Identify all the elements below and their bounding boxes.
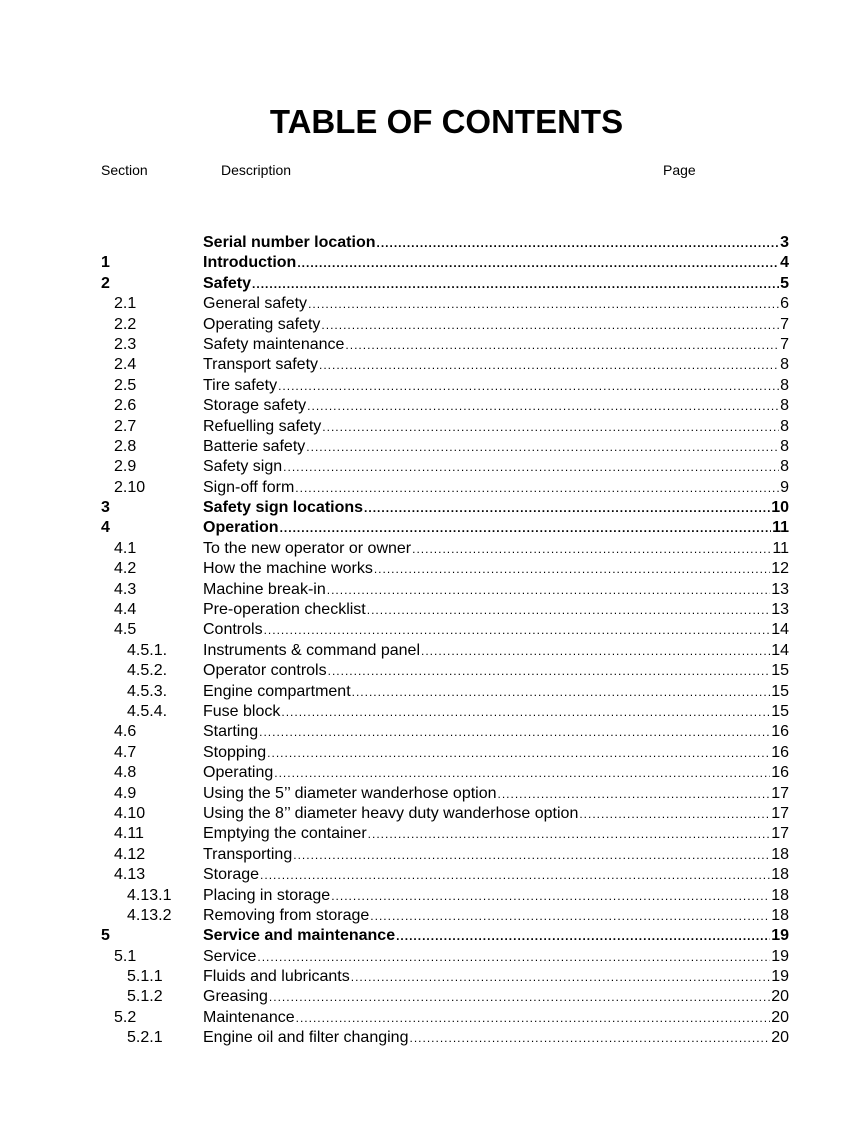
toc-entry-line: [203, 559, 789, 579]
toc-entry-number: 4.5.2.: [127, 662, 168, 680]
toc-entry[interactable]: [0, 294, 866, 314]
toc-entry-line: [203, 1008, 789, 1028]
toc-entry-title: Maintenance: [203, 1008, 295, 1026]
toc-entry-title: Batterie safety: [203, 437, 306, 455]
toc-entry-number: 2.4: [114, 356, 137, 374]
toc-entry-line: [203, 253, 789, 273]
toc-entry-line: [203, 1028, 789, 1048]
dot-leader: [296, 1008, 771, 1028]
toc-entry-number: 2.5: [114, 376, 137, 394]
toc-entry-page: 11: [772, 519, 789, 537]
dot-leader: [319, 355, 779, 375]
toc-entry-title: Safety maintenance: [203, 335, 345, 353]
toc-entry-number: 4.13.1: [127, 886, 172, 904]
dot-leader: [307, 396, 779, 416]
toc-entry[interactable]: [0, 784, 866, 804]
toc-entry-number: 4.8: [114, 764, 137, 782]
toc-entry-number: 2.7: [114, 417, 137, 435]
dot-leader: [327, 580, 770, 600]
toc-entry-line: [203, 437, 789, 457]
toc-entry-line: [203, 498, 789, 518]
toc-entry-title: Transport safety: [203, 356, 319, 374]
toc-entry[interactable]: [0, 1008, 866, 1028]
toc-entry[interactable]: [0, 396, 866, 416]
toc-entry-number: 5.1: [114, 947, 137, 965]
toc-entry-title: Service and maintenance: [203, 927, 396, 945]
toc-entry[interactable]: [0, 845, 866, 865]
dot-leader: [264, 620, 771, 640]
toc-entry-title: Storage safety: [203, 397, 307, 415]
toc-entry-page: 19: [771, 968, 789, 986]
toc-entry[interactable]: [0, 355, 866, 375]
toc-entry[interactable]: [0, 641, 866, 661]
toc-entry[interactable]: [0, 335, 866, 355]
toc-entry-number: 5: [101, 927, 110, 945]
toc-entry-number: 4.5.4.: [127, 702, 168, 720]
section-column-header: Section: [101, 162, 148, 178]
dot-leader: [308, 294, 779, 314]
toc-entry-title: Operator controls: [203, 662, 327, 680]
toc-entry[interactable]: [0, 620, 866, 640]
toc-entry-title: Using the 8’’ diameter heavy duty wanderhose option: [203, 804, 579, 822]
toc-entry-title: Emptying the container: [203, 825, 367, 843]
toc-entry-page: 14: [771, 641, 789, 659]
toc-entry-page: 6: [780, 295, 789, 313]
toc-entry[interactable]: [0, 376, 866, 396]
toc-entry-line: [203, 233, 789, 253]
toc-entry-number: 2.8: [114, 437, 137, 455]
toc-entry-number: 2.10: [114, 478, 146, 496]
toc-entry-title: Placing in storage: [203, 886, 331, 904]
toc-entry-number: 2.6: [114, 397, 137, 415]
dot-leader: [376, 233, 779, 253]
toc-entry[interactable]: [0, 722, 866, 742]
toc-entry-page: 8: [780, 417, 789, 435]
toc-entry-line: [203, 967, 789, 987]
toc-entry-number: 5.2.1: [127, 1029, 163, 1047]
toc-entry-line: [203, 620, 789, 640]
toc-entry-number: 4.10: [114, 804, 146, 822]
toc-entry-page: 12: [771, 560, 789, 578]
toc-entry-title: Operation: [203, 519, 279, 537]
toc-entry[interactable]: [0, 559, 866, 579]
dot-leader: [421, 641, 770, 661]
toc-entry-title: Refuelling safety: [203, 417, 322, 435]
dot-leader: [352, 682, 771, 702]
toc-entry-page: 17: [771, 804, 789, 822]
toc-entry-title: Engine compartment: [203, 682, 351, 700]
toc-entry-line: [203, 274, 789, 294]
toc-entry-number: 2.3: [114, 335, 137, 353]
toc-entry-line: [203, 600, 789, 620]
toc-entry-line: [203, 987, 789, 1007]
toc-entry[interactable]: [0, 315, 866, 335]
toc-entry-line: [203, 722, 789, 742]
toc-entry-number: 4.12: [114, 845, 146, 863]
toc-entry-page: 5: [780, 274, 789, 292]
page-column-header: Page: [663, 162, 696, 178]
dot-leader: [370, 906, 770, 926]
toc-entry[interactable]: [0, 987, 866, 1007]
description-column-header: Description: [221, 162, 292, 178]
toc-entry-title: How the machine works: [203, 560, 373, 578]
toc-entry[interactable]: [0, 253, 866, 273]
toc-entry-line: [203, 865, 789, 885]
toc-entry-line: [203, 355, 789, 375]
toc-entry-line: [203, 294, 789, 314]
toc-entry-page: 16: [771, 743, 789, 761]
toc-entry[interactable]: [0, 804, 866, 824]
toc-entry[interactable]: [0, 518, 866, 538]
toc-entry-number: 4.5.3.: [127, 682, 168, 700]
toc-entry-line: [203, 906, 789, 926]
toc-entry[interactable]: [0, 824, 866, 844]
toc-entry-title: Engine oil and filter changing: [203, 1029, 409, 1047]
dot-leader: [278, 376, 779, 396]
toc-entry-line: [203, 947, 789, 967]
toc-entry-line: [203, 641, 789, 661]
toc-entry-title: Service: [203, 947, 257, 965]
dot-leader: [295, 478, 779, 498]
toc-entry-number: 4.9: [114, 784, 137, 802]
toc-entry-number: 4.11: [114, 825, 144, 843]
toc-entry-number: 4.13.2: [127, 906, 172, 924]
toc-entry-title: Sign-off form: [203, 478, 295, 496]
dot-leader: [293, 845, 770, 865]
dot-leader: [409, 1028, 770, 1048]
toc-entry-title: Pre-operation checklist: [203, 601, 366, 619]
dot-leader: [257, 947, 770, 967]
toc-entry-line: [203, 478, 789, 498]
toc-entry[interactable]: [0, 274, 866, 294]
toc-entry-page: 20: [771, 1008, 789, 1026]
toc-entry-title: To the new operator or owner: [203, 539, 412, 557]
toc-entry-line: [203, 396, 789, 416]
toc-entry-number: 4.13: [114, 866, 146, 884]
toc-entry-line: [203, 539, 789, 559]
toc-entry-number: 5.1.2: [127, 988, 163, 1006]
page-title: TABLE OF CONTENTS: [269, 103, 624, 140]
dot-leader: [321, 315, 779, 335]
dot-leader: [322, 417, 779, 437]
toc-entry-line: [203, 661, 789, 681]
toc-entry-page: 8: [780, 437, 789, 455]
toc-entry-title: Starting: [203, 723, 259, 741]
toc-entry-title: Transporting: [203, 845, 293, 863]
toc-entry-page: 18: [771, 906, 789, 924]
toc-entry-title: Greasing: [203, 988, 268, 1006]
toc-entry-line: [203, 702, 789, 722]
toc-entry[interactable]: [0, 661, 866, 681]
toc-entry-line: [203, 682, 789, 702]
toc-entry-number: 4.3: [114, 580, 137, 598]
dot-leader: [579, 804, 770, 824]
toc-entry-page: 15: [771, 702, 789, 720]
toc-entry-title: Operating safety: [203, 315, 321, 333]
dot-leader: [269, 987, 770, 1007]
toc-entry-number: 4.2: [114, 560, 137, 578]
toc-entry-page: 16: [771, 764, 789, 782]
toc-entry-page: 8: [780, 376, 789, 394]
toc-entry-page: 13: [771, 580, 789, 598]
toc-entry-page: 3: [780, 234, 789, 251]
toc-entry-line: [203, 763, 789, 783]
dot-leader: [267, 743, 770, 763]
toc-entry[interactable]: [0, 865, 866, 885]
toc-entry-page: 16: [771, 723, 789, 741]
toc-entry[interactable]: [0, 437, 866, 457]
toc-entry[interactable]: [0, 600, 866, 620]
toc-entry-line: [203, 335, 789, 355]
toc-entry-title: Stopping: [203, 743, 267, 761]
toc-entry-page: 18: [771, 866, 789, 884]
dot-leader: [374, 559, 770, 579]
toc-entry[interactable]: [0, 539, 866, 559]
toc-entry-title: Safety: [203, 274, 252, 292]
toc-entry-page: 18: [771, 845, 789, 863]
toc-entry-line: [203, 824, 789, 844]
dot-leader: [412, 539, 771, 559]
toc-entry-title: Introduction: [203, 254, 297, 272]
dot-leader: [331, 886, 770, 906]
toc-entry-page: 4: [780, 254, 789, 272]
toc-entry[interactable]: [0, 743, 866, 763]
toc-entry-page: 10: [771, 499, 789, 517]
dot-leader: [297, 253, 779, 273]
dot-leader: [498, 784, 771, 804]
toc-entry-page: 15: [771, 662, 789, 680]
toc-entry[interactable]: [0, 926, 866, 946]
toc-entry-title: Using the 5’’ diameter wanderhose option: [203, 784, 497, 802]
toc-entry-title: Fluids and lubricants: [203, 968, 350, 986]
toc-entry-title: Operating: [203, 764, 274, 782]
toc-entry-page: 17: [771, 784, 789, 802]
toc-entry[interactable]: [0, 967, 866, 987]
toc-entry-line: [203, 926, 789, 946]
toc-entry-number: 2.9: [114, 458, 137, 476]
dot-leader: [328, 661, 771, 681]
toc-entry-page: 20: [771, 1029, 789, 1047]
toc-entry[interactable]: [0, 233, 866, 253]
dot-leader: [260, 865, 770, 885]
toc-entry[interactable]: [0, 682, 866, 702]
toc-entry-line: [203, 886, 789, 906]
toc-entry-page: 7: [780, 335, 789, 353]
toc-entry-title: Safety sign locations: [203, 499, 364, 517]
toc-entry[interactable]: [0, 457, 866, 477]
toc-entry[interactable]: [0, 702, 866, 722]
dot-leader: [274, 763, 770, 783]
toc-entry-number: 4.5.1.: [127, 641, 168, 659]
toc-entry-number: 4: [101, 519, 110, 537]
toc-entry-number: 5.1.1: [127, 968, 163, 986]
toc-entry-line: [203, 804, 789, 824]
toc-entry-title: Safety sign: [203, 458, 283, 476]
toc-entry-title: Removing from storage: [203, 906, 370, 924]
toc-entry[interactable]: [0, 886, 866, 906]
toc-entry-page: 19: [771, 927, 789, 945]
toc-entry-page: 8: [780, 458, 789, 476]
toc-entry-title: Storage: [203, 866, 260, 884]
toc-entry[interactable]: [0, 417, 866, 437]
dot-leader: [368, 824, 771, 844]
dot-leader: [306, 437, 779, 457]
toc-entry-page: 18: [771, 886, 789, 904]
toc-entry-page: 20: [771, 988, 789, 1006]
toc-entry-title: Instruments & command panel: [203, 641, 420, 659]
toc-entry-page: 9: [780, 478, 789, 496]
toc-entry[interactable]: [0, 763, 866, 783]
toc-entry-title: Controls: [203, 621, 263, 639]
toc-entry-line: [203, 457, 789, 477]
dot-leader: [364, 498, 770, 518]
dot-leader: [396, 926, 770, 946]
toc-entry-line: [203, 376, 789, 396]
toc-entry-title: Fuse block: [203, 702, 281, 720]
dot-leader: [281, 702, 770, 722]
toc-entry-number: 1: [101, 254, 110, 272]
toc-entry-line: [203, 315, 789, 335]
toc-entry-number: 4.5: [114, 621, 137, 639]
toc-entry-page: 7: [780, 315, 789, 333]
toc-entry[interactable]: [0, 478, 866, 498]
toc-entry-number: 4.6: [114, 723, 137, 741]
toc-entry-page: 11: [772, 539, 789, 557]
toc-entry[interactable]: [0, 906, 866, 926]
toc-entry-page: 13: [771, 601, 789, 619]
toc-list: [0, 233, 866, 1049]
toc-entry-number: 2.1: [114, 295, 137, 313]
toc-entry-line: [203, 580, 789, 600]
toc-entry-title: Tire safety: [203, 376, 278, 394]
toc-entry[interactable]: [0, 580, 866, 600]
toc-entry-page: 19: [771, 947, 789, 965]
toc-entry-number: 4.7: [114, 743, 137, 761]
toc-entry-line: [203, 518, 789, 538]
dot-leader: [252, 274, 779, 294]
toc-entry-line: [203, 784, 789, 804]
toc-entry-page: 8: [780, 397, 789, 415]
dot-leader: [259, 722, 770, 742]
toc-entry-title: Machine break-in: [203, 580, 326, 598]
toc-entry-number: 2: [101, 274, 110, 292]
toc-entry-number: 4.4: [114, 601, 137, 619]
toc-entry-number: 5.2: [114, 1008, 137, 1026]
toc-entry-number: 3: [101, 499, 110, 517]
toc-entry-page: 14: [771, 621, 789, 639]
toc-entry-line: [203, 845, 789, 865]
toc-entry-title: General safety: [203, 295, 308, 313]
toc-entry-page: 15: [771, 682, 789, 700]
toc-entry-number: 2.2: [114, 315, 137, 333]
toc-entry-title: Serial number location: [203, 234, 376, 251]
toc-entry-line: [203, 417, 789, 437]
toc-entry[interactable]: [0, 1028, 866, 1048]
toc-entry-number: 4.1: [114, 539, 137, 557]
dot-leader: [280, 518, 772, 538]
toc-entry[interactable]: [0, 498, 866, 518]
dot-leader: [351, 967, 770, 987]
toc-entry-line: [203, 743, 789, 763]
dot-leader: [283, 457, 779, 477]
dot-leader: [367, 600, 770, 620]
toc-entry[interactable]: [0, 947, 866, 967]
toc-entry-page: 8: [780, 356, 789, 374]
dot-leader: [345, 335, 779, 355]
toc-entry-page: 17: [771, 825, 789, 843]
